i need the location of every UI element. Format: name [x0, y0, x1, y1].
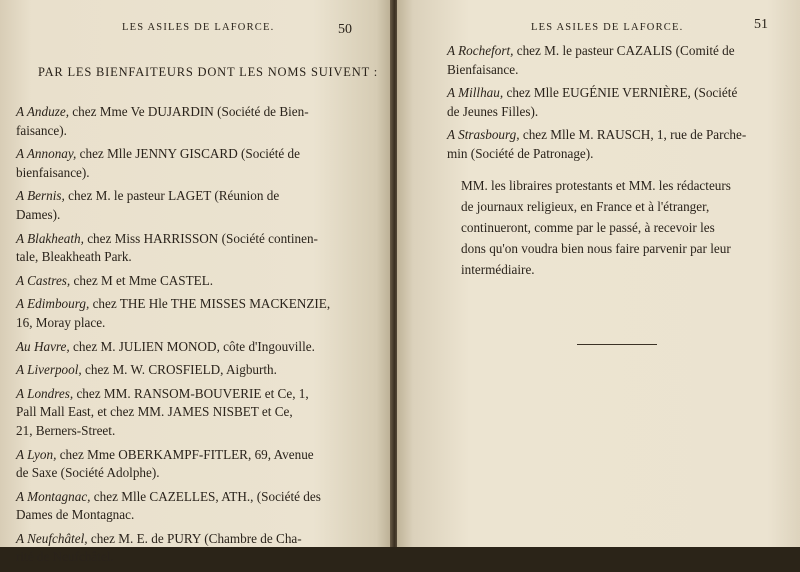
entry-text-line: chez Mlle EUGÉNIE VERNIÈRE, (Société: [506, 85, 738, 101]
benefactor-entry: [447, 84, 787, 121]
benefactor-entry: [16, 338, 358, 357]
running-head-left: LES ASILES DE LAFORCE.: [122, 22, 275, 33]
booksellers-paragraph: [461, 175, 779, 280]
entry-place: A Lyon,: [16, 446, 57, 462]
entry-text-line: chez Mme OBERKAMPF-FITLER, 69, Avenue: [59, 446, 314, 462]
benefactor-entry: [16, 145, 358, 182]
entry-text-line: chez M. le pasteur CAZALIS (Comité de: [516, 43, 735, 58]
entry-place: A Edimbourg,: [16, 296, 90, 312]
entry-text-line: chez M. E. de PURY (Chambre de Cha-: [90, 530, 302, 546]
entry-place: A Montagnac,: [16, 488, 91, 504]
benefactor-entry: [16, 385, 358, 441]
paragraph-line: intermédiaire.: [461, 262, 535, 277]
entry-place: A Annonay,: [16, 146, 77, 162]
benefactor-entry: [16, 488, 358, 525]
entry-text-line: 16, Moray place.: [16, 314, 106, 330]
entry-place: A Neufchâtel,: [16, 530, 88, 546]
benefactor-list-left: [16, 103, 358, 572]
paragraph-line: MM. les libraires protestants et MM. les rédacteurs: [461, 178, 731, 193]
entry-text-line: chez Mme Ve DUJARDIN (Société de Bien-: [72, 104, 309, 119]
entry-place: A Millhau,: [447, 85, 504, 101]
entry-text-line: chez THE Hle THE MISSES MACKENZIE,: [92, 296, 331, 312]
entry-text-line: faisance).: [16, 122, 67, 138]
entry-text-line: Bienfaisance.: [447, 61, 519, 77]
closing-rule: [577, 344, 657, 345]
entry-place: Au Havre,: [16, 338, 70, 354]
benefactor-entry: [16, 103, 358, 140]
page-number-right: 51: [754, 17, 768, 32]
section-heading: PAR LES BIENFAITEURS DONT LES NOMS SUIVENT :: [38, 65, 378, 79]
entry-text-line: 21, Berners-Street.: [16, 422, 116, 438]
entry-text-line: chez Mlle M. RAUSCH, 1, rue de Parche-: [522, 127, 747, 143]
benefactor-entry: [447, 126, 787, 163]
benefactor-entry: [16, 361, 358, 380]
entry-text-line: tale, Bleakheath Park.: [16, 249, 132, 265]
entry-place: A Strasbourg,: [447, 127, 520, 143]
entry-text-line: de Saxe (Société Adolphe).: [16, 465, 160, 481]
entry-text-line: chez MM. RANSOM-BOUVERIE et Ce, 1,: [76, 385, 309, 401]
benefactor-entry: [16, 530, 358, 567]
benefactor-entry: [16, 187, 358, 224]
entry-place: A Blakheath,: [16, 230, 84, 246]
benefactor-entry: [16, 230, 358, 267]
benefactor-entry: [16, 272, 358, 291]
benefactor-entry: [447, 42, 787, 79]
entry-place: A Anduze,: [16, 104, 69, 119]
entry-place: A Rochefort,: [447, 43, 514, 58]
right-page: [397, 0, 800, 547]
entry-text-line: min (Société de Patronage).: [447, 145, 594, 161]
entry-text-line: chez M et Mme CASTEL.: [73, 272, 214, 288]
entry-place: A Londres,: [16, 385, 74, 401]
paragraph-line: de journaux religieux, en France et à l'étranger,: [461, 199, 710, 214]
paragraph-line: continueront, comme par le passé, à recevoir les: [461, 220, 715, 235]
entry-place: A Castres,: [16, 272, 71, 288]
entry-text-line: chez Mlle CAZELLES, ATH., (Société des: [93, 488, 321, 504]
benefactor-entry: [16, 446, 358, 483]
entry-text-line: bienfaisance).: [16, 164, 90, 180]
left-page: [0, 0, 392, 565]
entry-text-line: Dames de Montagnac.: [16, 507, 135, 523]
entry-text-line: chez M. JULIEN MONOD, côte d'Ingouville.: [73, 338, 315, 354]
entry-text-line: chez Mlle JENNY GISCARD (Société de: [79, 146, 300, 162]
entry-text-line: rité de Neufchâtel.: [16, 549, 114, 565]
entry-text-line: de Jeunes Filles).: [447, 103, 539, 119]
page-number-left: 50: [338, 22, 352, 37]
entry-place: A Liverpool,: [16, 362, 82, 378]
entry-text-line: chez M. le pasteur LAGET (Réunion de: [68, 188, 280, 204]
paragraph-line: dons qu'on voudra bien nous faire parvenir par leur: [461, 241, 731, 256]
running-head-right: LES ASILES DE LAFORCE.: [531, 22, 684, 33]
entry-text-line: chez Miss HARRISSON (Société continen-: [87, 230, 318, 246]
entry-text-line: chez M. W. CROSFIELD, Aigburth.: [85, 362, 277, 378]
benefactor-entry: [16, 295, 358, 332]
benefactor-list-right: [447, 42, 787, 169]
entry-place: A Bernis,: [16, 188, 65, 204]
entry-text-line: Pall Mall East, et chez MM. JAMES NISBET et Ce,: [16, 404, 293, 420]
entry-text-line: Dames).: [16, 206, 61, 222]
